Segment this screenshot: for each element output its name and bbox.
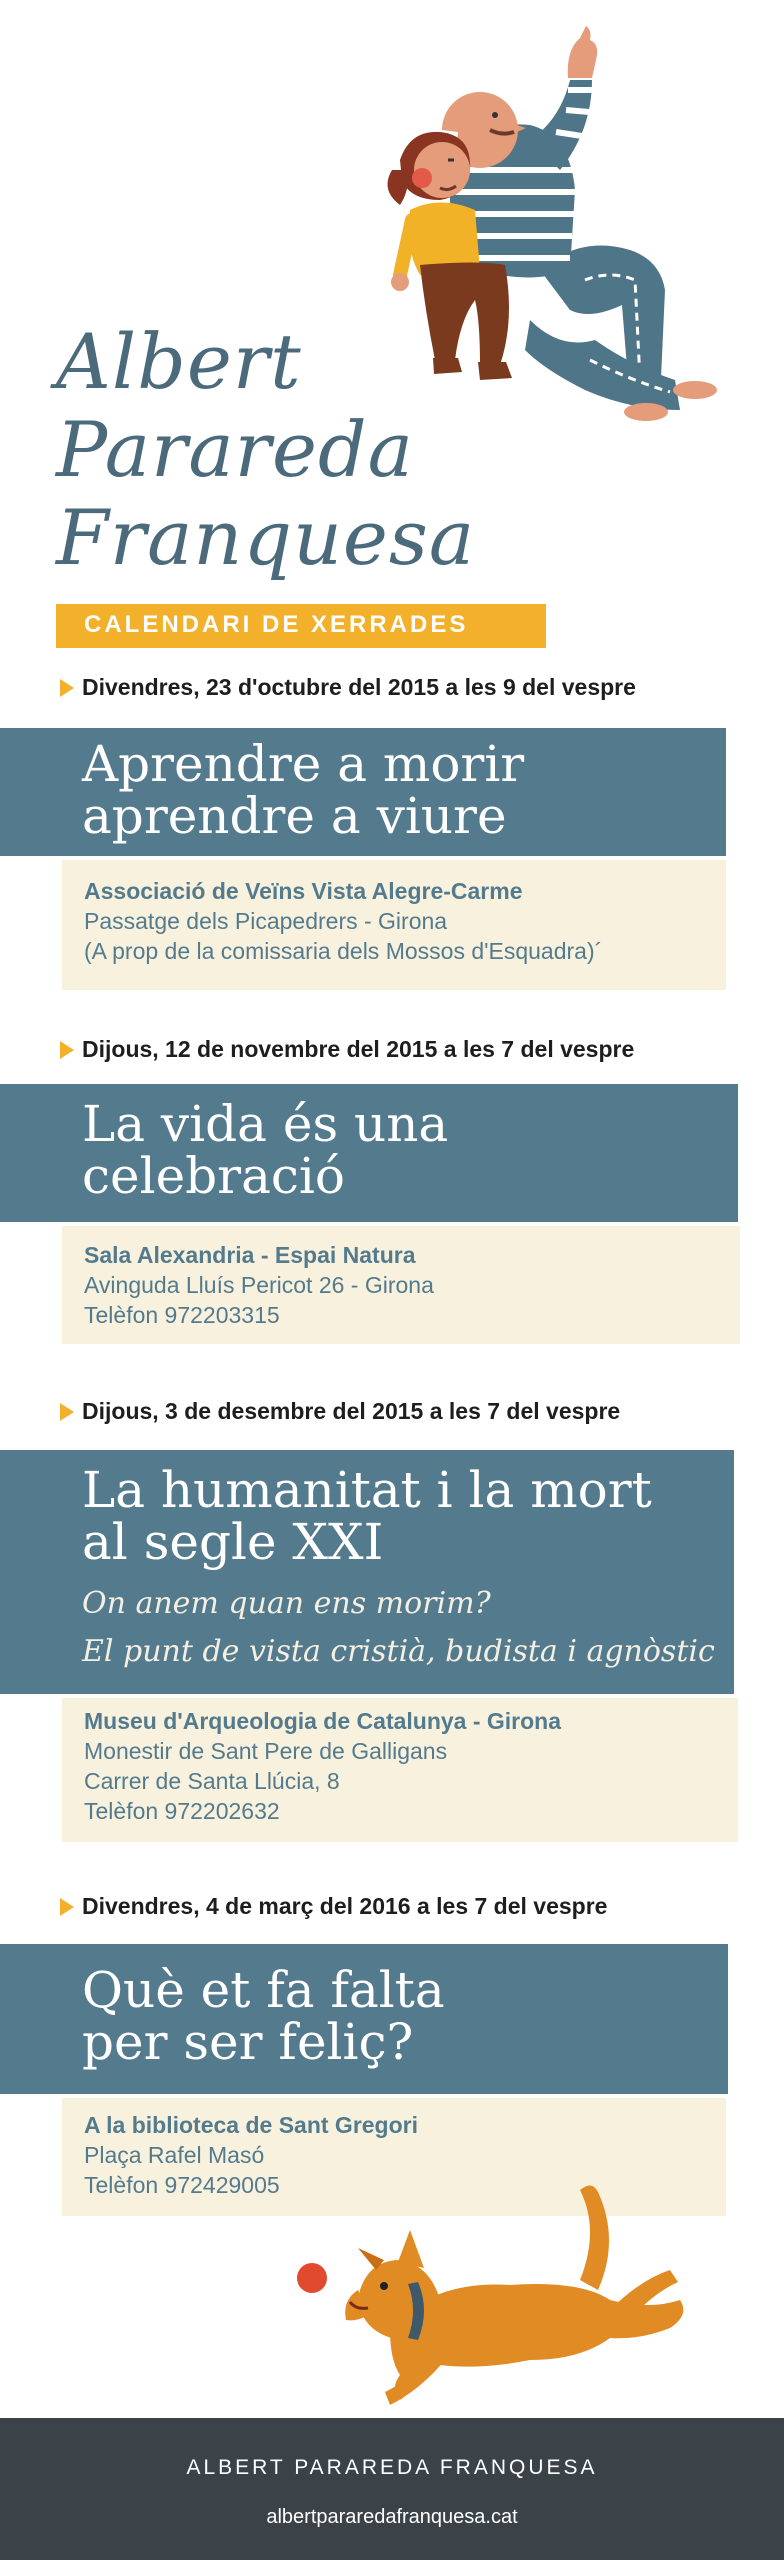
event-address-2-line-2: Telèfon 972203315 xyxy=(84,1302,280,1328)
event-subtitle-3-line-1: On anem quan ens morim? xyxy=(82,1586,491,1621)
event-banner-2 xyxy=(0,1084,738,1222)
event-banner-1 xyxy=(0,728,726,856)
event-title-3-line-2: al segle XXI xyxy=(82,1513,384,1571)
event-date-text-2: Dijous, 12 de novembre del 2015 a les 7 del vespre xyxy=(82,1036,635,1062)
arrow-icon xyxy=(60,1041,74,1059)
event-title-2-line-2: celebració xyxy=(82,1147,345,1205)
event-venue-3: Museu d'Arqueologia de Catalunya - Girona xyxy=(84,1708,562,1734)
event-venue-4: A la biblioteca de Sant Gregori xyxy=(84,2112,418,2138)
event-info-1 xyxy=(62,860,726,990)
event-venue-1: Associació de Veïns Vista Alegre-Carme xyxy=(84,878,523,904)
event-date-1 xyxy=(60,674,636,701)
author-name-line-3: Franquesa xyxy=(56,493,476,582)
author-name-line-1: Albert xyxy=(56,317,302,406)
event-date-text-1: Divendres, 23 d'octubre del 2015 a les 9 del vespre xyxy=(82,674,636,700)
event-title-2-line-1: La vida és una xyxy=(82,1095,449,1153)
event-date-text-3: Dijous, 3 de desembre del 2015 a les 7 del vespre xyxy=(82,1398,621,1424)
event-title-3-line-1: La humanitat i la mort xyxy=(82,1461,652,1519)
event-address-4-line-2: Telèfon 972429005 xyxy=(84,2172,280,2198)
dog-illustration xyxy=(280,2160,720,2420)
event-address-2-line-1: Avinguda Lluís Pericot 26 - Girona xyxy=(84,1272,434,1298)
calendar-subtitle: CALENDARI DE XERRADES xyxy=(84,611,469,638)
arrow-icon xyxy=(60,679,74,697)
event-subtitle-3-line-2: El punt de vista cristià, budista i agnòstic xyxy=(82,1634,715,1669)
ball-icon xyxy=(297,2263,327,2293)
event-date-text-4: Divendres, 4 de març del 2016 a les 7 del vespre xyxy=(82,1893,608,1919)
event-info-3 xyxy=(62,1698,738,1842)
event-title-1-line-2: aprendre a viure xyxy=(82,787,507,845)
event-title-4-line-2: per ser feliç? xyxy=(82,2013,414,2071)
event-address-1-line-2: (A prop de la comissaria dels Mossos d'Esquadra)´ xyxy=(84,938,603,964)
event-address-3-line-3: Telèfon 972202632 xyxy=(84,1798,280,1824)
event-banner-4 xyxy=(0,1944,728,2094)
event-venue-2: Sala Alexandria - Espai Natura xyxy=(84,1242,416,1268)
event-address-3-line-1: Monestir de Sant Pere de Galligans xyxy=(84,1738,448,1764)
footer-author-name: ALBERT PARAREDA FRANQUESA xyxy=(186,2456,598,2479)
event-address-1-line-1: Passatge dels Picapedrers - Girona xyxy=(84,908,448,934)
event-banner-3 xyxy=(0,1450,734,1694)
event-address-3-line-2: Carrer de Santa Llúcia, 8 xyxy=(84,1768,340,1794)
author-name xyxy=(56,318,475,582)
footer xyxy=(0,2418,784,2560)
event-title-4-line-1: Què et fa falta xyxy=(82,1961,445,2019)
event-address-4-line-1: Plaça Rafel Masó xyxy=(84,2142,265,2168)
event-date-2 xyxy=(60,1036,634,1063)
event-date-3 xyxy=(60,1398,620,1425)
event-info-2 xyxy=(62,1226,740,1344)
footer-website-link[interactable]: albertpararedafranquesa.cat xyxy=(266,2506,518,2528)
author-name-line-2: Parareda xyxy=(56,405,414,494)
event-title-1-line-1: Aprendre a morir xyxy=(82,735,525,793)
arrow-icon xyxy=(60,1898,74,1916)
event-date-4 xyxy=(60,1893,607,1920)
arrow-icon xyxy=(60,1403,74,1421)
